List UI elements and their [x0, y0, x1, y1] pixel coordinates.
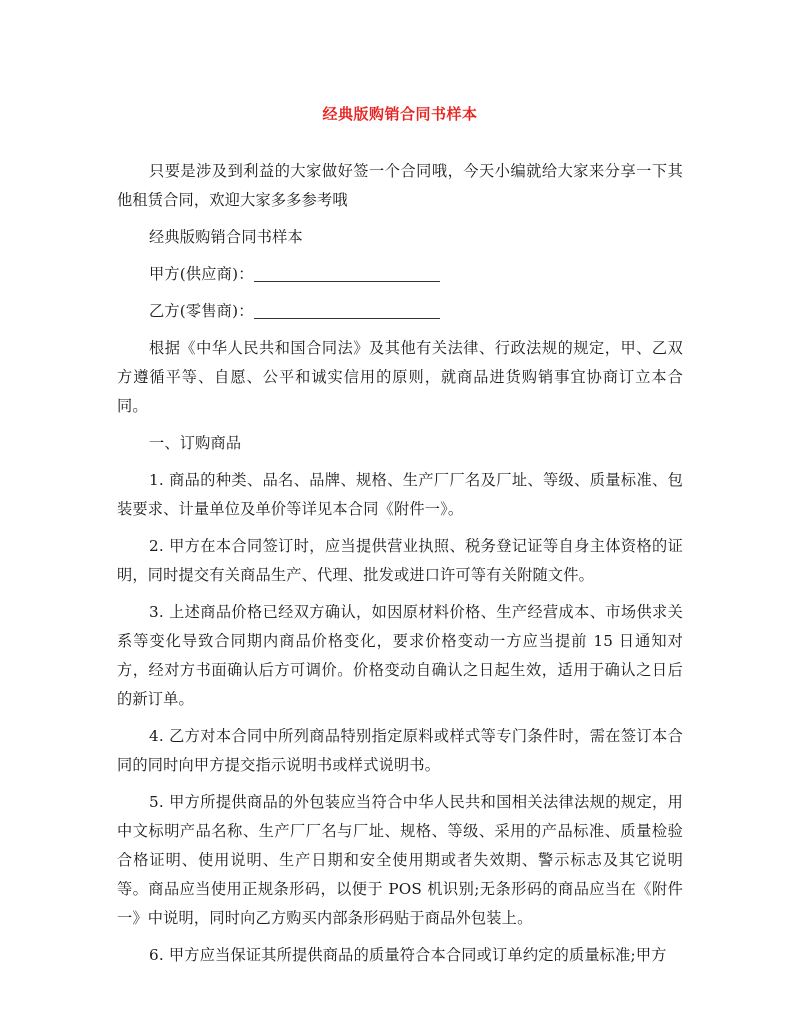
preamble-paragraph: 根据《中华人民共和国合同法》及其他有关法律、行政法规的规定，甲、乙双方遵循平等、自愿、公平和诚实信用的原则，就商品进货购销事宜协商订立本合同。 — [117, 339, 683, 415]
section-heading: 一、订购商品 — [149, 434, 242, 452]
party-a-blank — [254, 265, 440, 282]
clause-2: 2. 甲方在本合同签订时，应当提供营业执照、税务登记证等自身主体资格的证明，同时提交有关商品生产、代理、批发或进口许可等有关附随文件。 — [117, 537, 683, 584]
intro-paragraph: 只要是涉及到利益的大家做好签一个合同哦，今天小编就给大家来分享一下其他租赁合同，欢迎大家多多参考哦 — [117, 162, 683, 209]
party-b-label: 乙方(零售商)： — [149, 302, 254, 320]
document-title: 经典版购销合同书样本 — [322, 105, 478, 123]
clause-1: 1. 商品的种类、品名、品牌、规格、生产厂厂名及厂址、等级、质量标准、包装要求、计量单位及单价等详见本合同《附件一》。 — [117, 471, 683, 518]
party-a-line — [117, 260, 683, 289]
party-b-blank — [254, 302, 440, 319]
clause-5: 5. 甲方所提供商品的外包装应当符合中华人民共和国相关法律法规的规定，用中文标明产品名称、生产厂厂名与厂址、规格、等级、采用的产品标准、质量检验合格证明、使用说明、生产日期和安全使用期或者失效期、警示标志及其它说明等。商品应当使用正规条形码，以便于 POS 机识别;无条形码的商品应当在《附件一》中说明，同时向乙方购买内部条形码贴于商品外包装上。 — [117, 793, 683, 927]
subtitle-paragraph: 经典版购销合同书样本 — [149, 228, 303, 246]
party-a-label: 甲方(供应商)： — [149, 265, 254, 283]
clause-3: 3. 上述商品价格已经双方确认，如因原材料价格、生产经营成本、市场供求关系等变化导致合同期内商品价格变化，要求价格变动一方应当提前 15 日通知对方，经对方书面确认后方可调价。价格变动自确认之日起生效，适用于确认之日后的新订单。 — [117, 603, 683, 708]
party-b-line — [117, 297, 683, 326]
document-body — [117, 157, 683, 978]
clause-4: 4. 乙方对本合同中所列商品特别指定原料或样式等专门条件时，需在签订本合同的同时向甲方提交指示说明书或样式说明书。 — [117, 727, 683, 774]
clause-6: 6. 甲方应当保证其所提供商品的质量符合本合同或订单约定的质量标准;甲方 — [149, 946, 667, 964]
